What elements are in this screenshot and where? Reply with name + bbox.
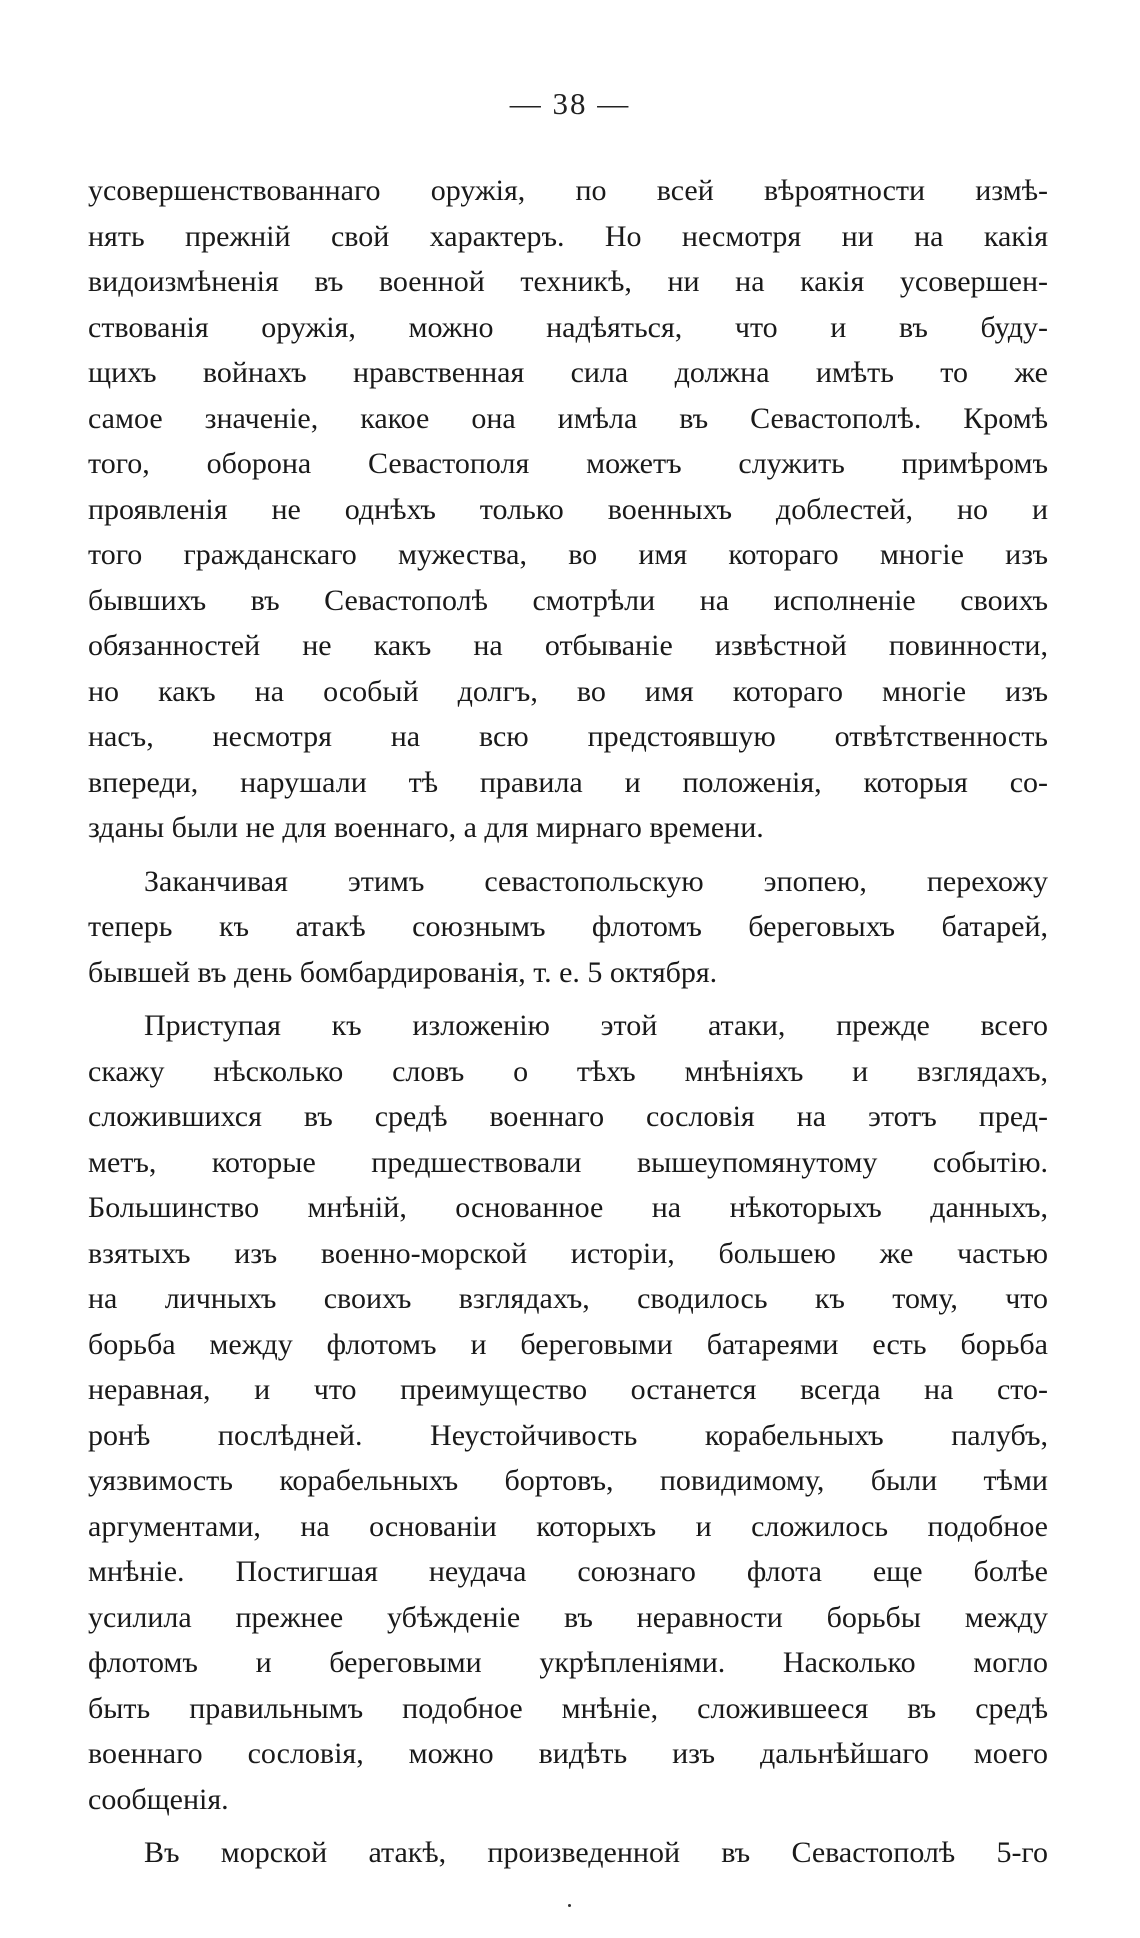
text-line: видоизмѣненія въ военной техникѣ, ни на какія усовершен- — [88, 265, 1048, 298]
page-body-text — [88, 168, 1048, 1876]
text-line: но какъ на особый долгъ, во имя котораго многіе изъ — [88, 674, 1048, 708]
text-line: нять прежній свой характеръ. Но несмотря ни на какія — [88, 219, 1048, 253]
text-line: быть правильнымъ подобное мнѣніе, сложившееся въ средѣ — [88, 1691, 1048, 1725]
text-line: Большинство мнѣній, основанное на нѣкоторыхъ данныхъ, — [88, 1191, 1048, 1224]
text-line: ствованія оружія, можно надѣяться, что и въ буду- — [88, 310, 1048, 344]
ink-speck — [568, 1904, 571, 1907]
page-number: — 38 — — [509, 86, 631, 121]
text-line: сообщенія. — [88, 1782, 229, 1816]
paragraph-2 — [88, 859, 1048, 996]
text-line: борьба между флотомъ и береговыми батареями есть борьба — [88, 1327, 1048, 1361]
text-line: проявленія не однѣхъ только военныхъ доблестей, но и — [88, 492, 1048, 526]
text-line: теперь къ атакѣ союзнымъ флотомъ береговыхъ батарей, — [88, 910, 1048, 943]
text-line: обязанностей не какъ на отбываніе извѣстной повинности, — [88, 629, 1048, 662]
text-line: того, оборона Севастополя можетъ служить примѣромъ — [88, 447, 1048, 480]
text-line: Заканчивая этимъ севастопольскую эпопею, перехожу — [144, 864, 1048, 898]
paragraph-3 — [88, 1003, 1048, 1822]
text-line: Приступая къ изложенію этой атаки, прежде всего — [144, 1009, 1048, 1042]
text-line: ронѣ послѣдней. Неустойчивость корабельныхъ палубъ, — [88, 1418, 1048, 1452]
text-line: сложившихся въ средѣ военнаго сословія на этотъ пред- — [88, 1100, 1048, 1133]
text-line: флотомъ и береговыми укрѣпленіями. Насколько могло — [88, 1646, 1048, 1679]
text-line: аргументами, на основаніи которыхъ и сложилось подобное — [88, 1509, 1048, 1543]
text-line: щихъ войнахъ нравственная сила должна имѣть то же — [88, 356, 1048, 389]
text-line: Въ морской атакѣ, произведенной въ Севастополѣ 5-го — [144, 1836, 1048, 1869]
text-line: насъ, несмотря на всю предстоявшую отвѣтственность — [88, 720, 1048, 753]
paragraph-1 — [88, 168, 1048, 851]
text-line: на личныхъ своихъ взглядахъ, сводилось къ тому, что — [88, 1282, 1048, 1315]
text-line: того гражданскаго мужества, во имя котораго многіе изъ — [88, 538, 1048, 571]
paragraph-4 — [88, 1830, 1048, 1876]
text-line: скажу нѣсколько словъ о тѣхъ мнѣніяхъ и взглядахъ, — [88, 1054, 1048, 1088]
text-line: впереди, нарушали тѣ правила и положенія, которыя со- — [88, 765, 1048, 799]
text-line: уязвимость корабельныхъ бортовъ, повидимому, были тѣми — [88, 1464, 1048, 1497]
text-line: бывшей въ день бомбардированія, т. е. 5 октября. — [88, 955, 718, 989]
text-line: мнѣніе. Постигшая неудача союзнаго флота еще болѣе — [88, 1555, 1048, 1588]
text-line: бывшихъ въ Севастополѣ смотрѣли на исполненіе своихъ — [88, 583, 1048, 617]
text-line: взятыхъ изъ военно-морской исторіи, большею же частью — [88, 1236, 1048, 1270]
text-line: метъ, которые предшествовали вышеупомянутому событію. — [88, 1145, 1048, 1179]
text-line: военнаго сословія, можно видѣть изъ дальнѣйшаго моего — [88, 1737, 1048, 1770]
text-line: самое значеніе, какое она имѣла въ Севастополѣ. Кромѣ — [88, 401, 1048, 435]
text-line: зданы были не для военнаго, а для мирнаго времени. — [88, 811, 764, 844]
text-line: усовершенствованнаго оружія, по всей вѣроятности измѣ- — [88, 174, 1048, 207]
text-line: неравная, и что преимущество останется всегда на сто- — [88, 1373, 1048, 1406]
text-line: усилила прежнее убѣжденіе въ неравности борьбы между — [88, 1600, 1048, 1634]
